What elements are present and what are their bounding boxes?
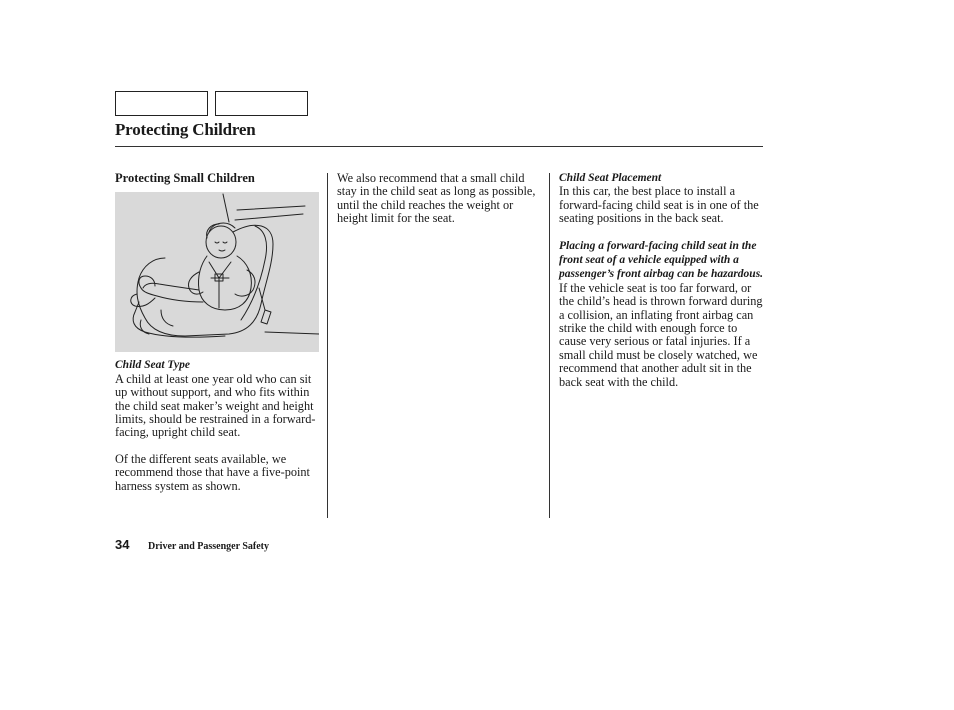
column-left [115,172,325,506]
airbag-warning-bold: Placing a forward-facing child seat in the front seat of a vehicle equipped with a passenger’s front airbag can be hazardous. [559,239,764,281]
title-divider [115,146,763,147]
child-seat-type-subheading: Child Seat Type [115,359,190,372]
column-divider-right [549,173,550,518]
five-point-harness-paragraph: Of the different seats available, we recommend those that have a five-point harness system as shown. [115,451,310,493]
child-seat-type-paragraph: A child at least one year old who can sit up without support, and who fits within the child seat maker’s weight and height limits, should be restrained in a forward-facing, upright child seat. [115,371,316,440]
child-seat-illustration [115,192,319,352]
airbag-warning-paragraph [559,239,766,389]
footer-section-label: Driver and Passenger Safety [148,541,270,552]
page-title: Protecting Children [115,120,256,139]
column-middle [337,172,542,239]
column-divider-left [327,173,328,518]
section-heading: Protecting Small Children [115,171,255,185]
page-number: 34 [115,537,130,552]
header-tab-box-right [215,91,308,116]
placement-paragraph: In this car, the best place to install a forward-facing child seat is in one of the seating positions in the back seat. [559,184,759,226]
airbag-warning-text: If the vehicle seat is too far forward, or the child’s head is thrown forward during a collision, an inflating front airbag can strike the child with enough force to cause very serious or fatal injuries. If a small child must be closely watched, we recommend that another adult sit in the back seat with the child. [559,280,763,389]
child-seat-placement-subheading: Child Seat Placement [559,172,662,184]
child-in-seat-drawing [115,192,319,352]
column-right [559,172,766,402]
header-tab-box-left [115,91,208,116]
seat-duration-paragraph: We also recommend that a small child stay in the child seat as long as possible, until the child reaches the weight or height limit for the seat. [337,171,536,226]
